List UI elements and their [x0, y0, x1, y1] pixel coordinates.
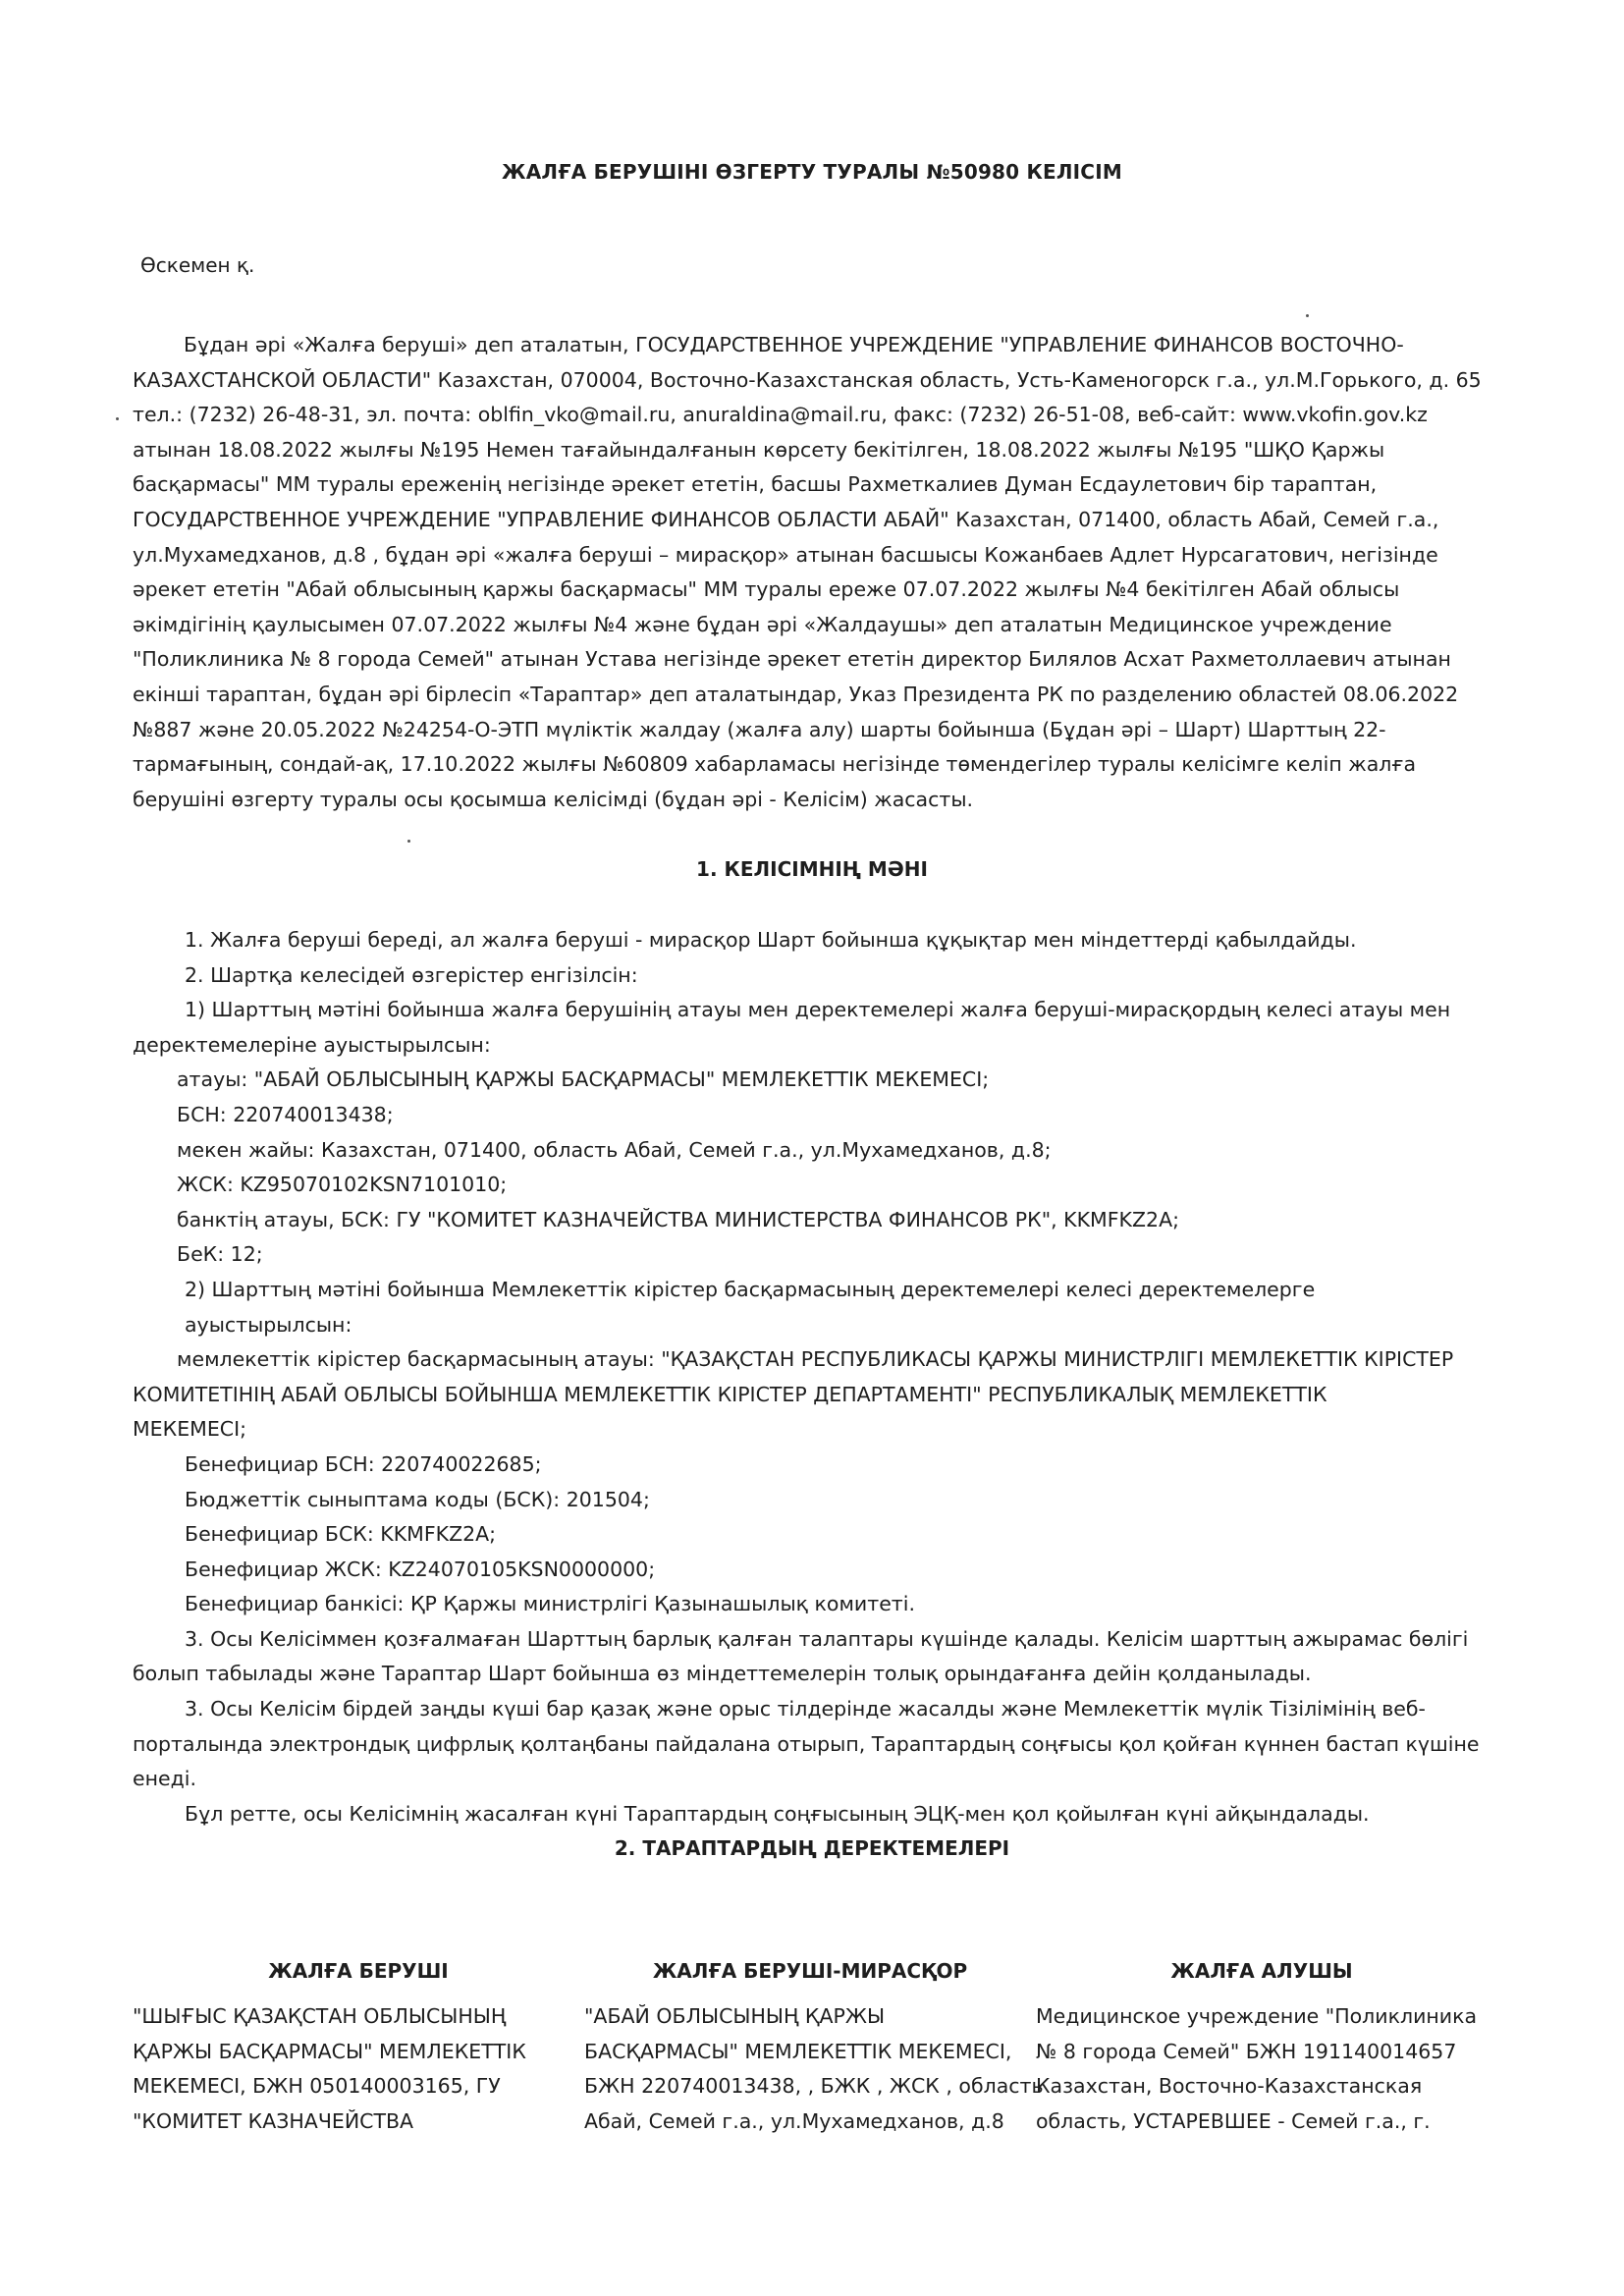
clause-2-1-cont: деректемелеріне ауыстырылсын:: [133, 1032, 491, 1057]
clause-2-2: 2) Шарттың мәтіні бойынша Мемлекеттік кірістер басқармасының деректемелері келесі деректемелерге ауыстырылсын:: [185, 1277, 1316, 1337]
clause-3a-cont: болып табылады және Тараптар Шарт бойынша өз міндеттемелерін толық орындағанға дейін қолданылады.: [133, 1662, 1312, 1686]
clause-2-1: 1) Шарттың мәтіні бойынша жалға берушінің атауы мен деректемелері жалға беруші-мирасқордың келесі атауы мен: [185, 998, 1451, 1022]
party-lessor-heading: ЖАЛҒА БЕРУШІ: [268, 1959, 449, 1983]
scan-speck: [407, 840, 410, 843]
beneficiary-bik: Бенефициар БСК: KKMFKZ2A;: [185, 1522, 497, 1547]
budget-code: Бюджеттік сыныптама коды (БСК): 201504;: [185, 1487, 650, 1511]
party-successor-details: "АБАЙ ОБЛЫСЫНЫҢ ҚАРЖЫ БАСҚАРМАСЫ" МЕМЛЕКЕТТІК МЕКЕМЕСІ, БЖН 220740013438, , БЖК , ЖСК , область Абай, Семей г.а., ул.Мухамедханов, д.8: [584, 2004, 1044, 2133]
preamble-paragraph: Бұдан әрі «Жалға беруші» деп аталатын, ГОСУДАРСТВЕННОЕ УЧРЕЖДЕНИЕ "УПРАВЛЕНИЕ ФИНАНСОВ ВОСТОЧНО- КАЗАХСТАНСКОЙ ОБЛАСТИ" Казахстан, 070004, Восточно-Казахстанская область, Усть-Каменогорск г.а., ул.М.Горького, д. 65 тел.: (7232) 26-48-31, эл. почта: oblfin_vko@mail.ru, anuraldina@mail.ru, факс: (7232) 26-51-08, веб-сайт: www.vkofin.gov.kz атынан 18.08.2022 жылғы №195 Немен тағайындалғанын көрсету бекітілген, 18.08.2022 жылғы №195 "ШҚО Қаржы басқармасы" ММ туралы ереженің негізінде әрекет ететін, басшы Рахметкалиев Думан Есдаулетович бір тараптан, ГОСУДАРСТВЕННОЕ УЧРЕЖДЕНИЕ "УПРАВЛЕНИЕ ФИНАНСОВ ОБЛАСТИ АБАЙ" Казахстан, 071400, область Абай, Семей г.а., ул.Мухамедханов, д.8 , бұдан әрі «жалға беруші – мирасқор» атынан басшысы Кожанбаев Адлет Нурсагатович, негізінде әрекет ететін "Абай облысының қаржы басқармасы" ММ туралы ереже 07.07.2022 жылғы №4 бекітілген Абай облысы әкімдігінің қаулысымен 07.07.2022 жылғы №4 және бұдан әрі «Жалдаушы» деп аталатын Медицинское учреждение "Поликлиника № 8 города Семей" атынан Устава негізінде әрекет ететін директор Билялов Асхат Рахметоллаевич атынан екінші тараптан, бұдан әрі бірлесіп «Тараптар» деп аталатындар, Указ Президента РК по разделению областей 08.06.2022 №887 және 20.05.2022 №24254-О-ЭТП мүліктік жалдау (жалға алу) шарты бойынша (Бұдан әрі – Шарт) Шарттың 22- тармағының, сондай-ақ, 17.10.2022 жылғы №60809 хабарламасы негізінде төмендегілер туралы келісімге келіп жалға берушіні өзгерту туралы осы қосымша келісімді (бұдан әрі - Келісім) жасасты.: [133, 333, 1482, 811]
revenue-office-name-end: МЕКЕМЕСІ;: [133, 1417, 247, 1442]
section-1-title: 1. КЕЛІСІМНІҢ МӘНІ: [696, 857, 928, 881]
revenue-office-name: мемлекеттік кірістер басқармасының атауы: "ҚАЗАҚСТАН РЕСПУБЛИКАСЫ ҚАРЖЫ МИНИСТРЛІГІ МЕМЛЕКЕТТІК КІРІСТЕР: [177, 1347, 1454, 1372]
scan-speck: [1306, 314, 1309, 317]
beneficiary-bin: Бенефициар БСН: 220740022685;: [185, 1451, 542, 1476]
clause-1: 1. Жалға беруші береді, ал жалға беруші - мирасқор Шарт бойынша құқықтар мен міндеттерді қабылдайды.: [185, 928, 1357, 952]
party-successor-heading: ЖАЛҒА БЕРУШІ-МИРАСҚОР: [652, 1959, 968, 1983]
clause-3b-cont: порталында электрондық цифрлық қолтаңбаны пайдалана отырып, Тараптардың соңғысы қол қойған күннен бастап күшіне: [133, 1731, 1480, 1756]
requisite-name: атауы: "АБАЙ ОБЛЫСЫНЫҢ ҚАРЖЫ БАСҚАРМАСЫ" МЕМЛЕКЕТТІК МЕКЕМЕСІ;: [177, 1067, 990, 1092]
party-lessee-details: Медицинское учреждение "Поликлиника № 8 города Семей" БЖН 191140014657 Казахстан, Восточно-Казахстанская область, УСТАРЕВШЕЕ - Семей г.а., г.: [1036, 2004, 1478, 2133]
scan-speck: [116, 417, 119, 420]
document-title: ЖАЛҒА БЕРУШІНІ ӨЗГЕРТУ ТУРАЛЫ №50980 КЕЛІСІМ: [502, 160, 1122, 184]
clause-3b: 3. Осы Келісім бірдей заңды күші бар қазақ және орыс тілдерінде жасалды және Мемлекеттік мүлік Тізілімінің веб-: [185, 1697, 1426, 1722]
beneficiary-iik: Бенефициар ЖСК: KZ24070105KSN0000000;: [185, 1557, 656, 1581]
requisite-address: мекен жайы: Казахстан, 071400, область Абай, Семей г.а., ул.Мухамедханов, д.8;: [177, 1137, 1052, 1162]
requisite-bank: банктің атауы, БСК: ГУ "КОМИТЕТ КАЗНАЧЕЙСТВА МИНИСТЕРСТВА ФИНАНСОВ РК", KKMFKZ2A;: [177, 1207, 1179, 1231]
city-line: Өскемен қ.: [140, 253, 255, 277]
section-1-body: [133, 923, 1488, 1831]
clause-date-note: Бұл ретте, осы Келісімнің жасалған күні Тараптардың соңғысының ЭЦҚ-мен қол қойылған күні айқындалады.: [185, 1801, 1370, 1826]
clause-2: 2. Шартқа келесідей өзгерістер енгізілсін:: [185, 962, 638, 987]
clause-3b-end: енеді.: [133, 1767, 197, 1791]
requisite-kbe: БеК: 12;: [177, 1242, 263, 1267]
beneficiary-bank: Бенефициар банкісі: ҚР Қаржы министрлігі Қазынашылық комитеті.: [185, 1592, 915, 1616]
party-lessee-heading: ЖАЛҒА АЛУШЫ: [1170, 1959, 1353, 1983]
requisite-iik: ЖСК: KZ95070102KSN7101010;: [177, 1173, 508, 1197]
section-2-title: 2. ТАРАПТАРДЫҢ ДЕРЕКТЕМЕЛЕРІ: [614, 1836, 1010, 1860]
revenue-office-name-cont: КОМИТЕТІНІҢ АБАЙ ОБЛЫСЫ БОЙЫНША МЕМЛЕКЕТТІК КІРІСТЕР ДЕПАРТАМЕНТІ" РЕСПУБЛИКАЛЫҚ МЕМЛЕКЕТТІК: [133, 1382, 1327, 1406]
requisite-bin: БСН: 220740013438;: [177, 1102, 394, 1126]
clause-3a: 3. Осы Келісіммен қозғалмаған Шарттың барлық қалған талаптары күшінде қалады. Келісім шарттың ажырамас бөлігі: [185, 1626, 1469, 1651]
party-lessor-details: "ШЫҒЫС ҚАЗАҚСТАН ОБЛЫСЫНЫҢ ҚАРЖЫ БАСҚАРМАСЫ" МЕМЛЕКЕТТІК МЕКЕМЕСІ, БЖН 050140003165, ГУ "КОМИТЕТ КАЗНАЧЕЙСТВА: [133, 2004, 526, 2133]
